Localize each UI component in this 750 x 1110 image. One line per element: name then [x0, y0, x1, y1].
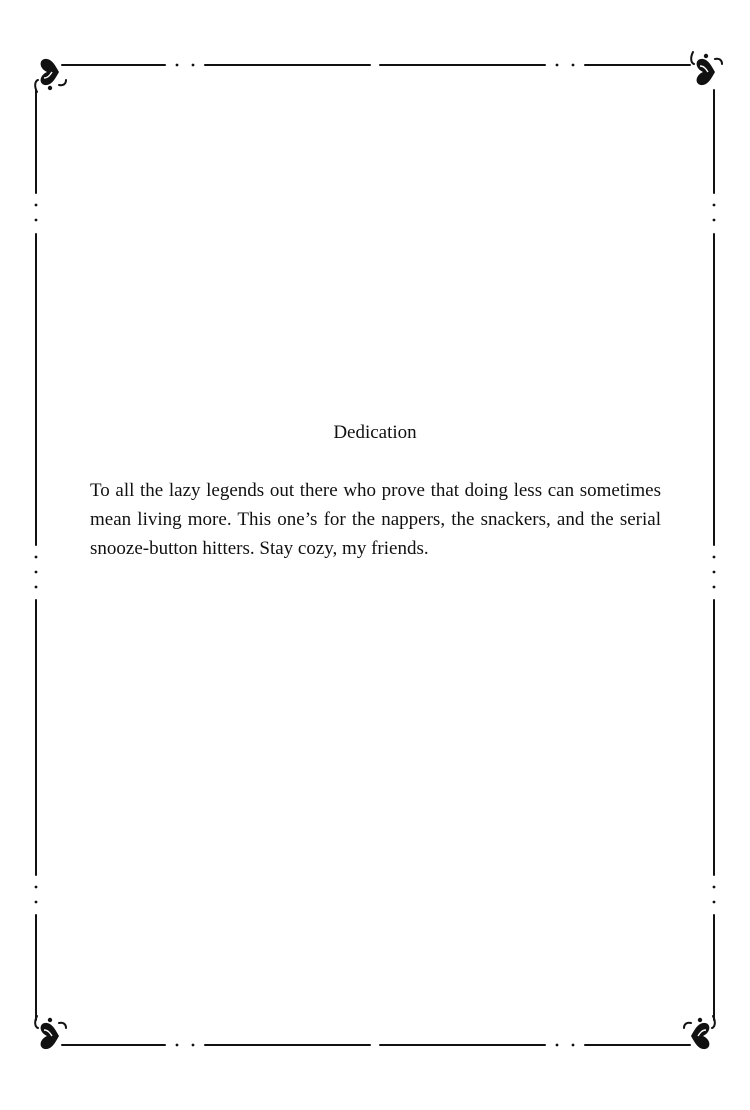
heart-flourish-icon	[691, 52, 722, 85]
dedication-heading: Dedication	[333, 422, 417, 443]
heart-flourish-icon	[35, 1016, 66, 1049]
heart-flourish-icon	[35, 59, 66, 92]
dedication-paragraph: To all the lazy legends out there who prove that doing less can sometimes mean living more. This one’s for the nappers, the snackers, and the serial snooze-button hitters. Stay cozy, my friends.	[90, 480, 661, 559]
